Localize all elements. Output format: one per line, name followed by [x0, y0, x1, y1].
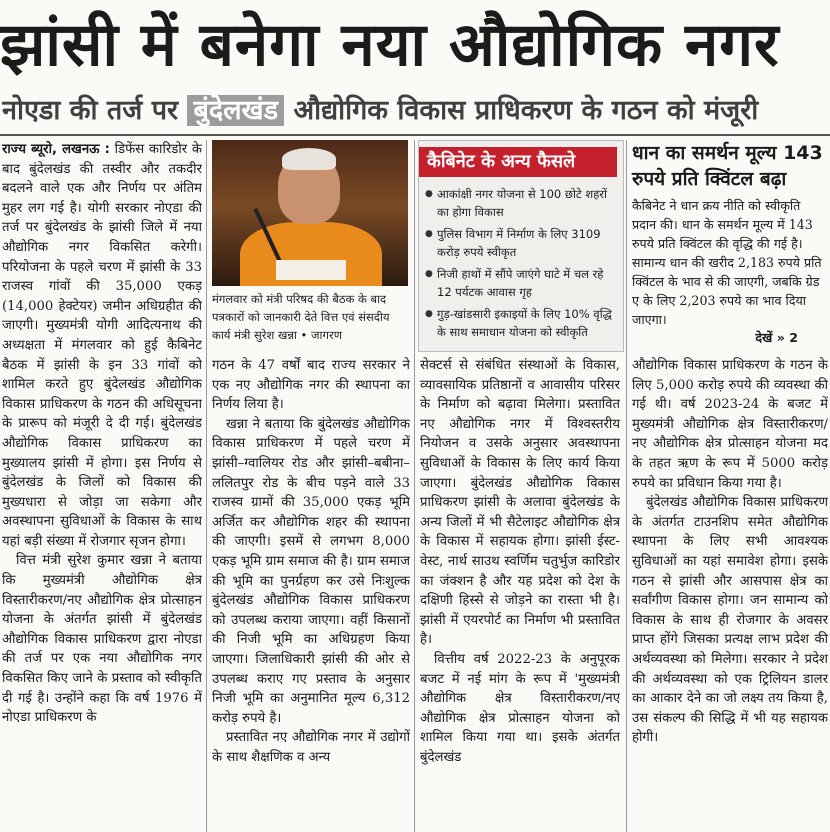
- article-text: डिफेंस कारिडोर के बाद बुंदेलखंड की तस्वीर और तकदीर बदलने वाले एक और निर्णय पर अंतिम मुहर लग गई है। योगी सरकार नोएडा की तर्ज पर बुंदेलखंड के झांसी जिले में नया औद्योगिक नगर विकसित करेगी। परियोजना के पहले चरण में झांसी के 33 राजस्व गांवों की 35,000 एकड़ (14,000 हेक्टेयर) जमीन अधिग्रहीत की जाएगी। मुख्यमंत्री योगी आदित्यनाथ की अध्यक्षता में मंगलवार को हुई कैबिनेट बैठक में झांसी के इन 33 गांवों को शामिल करते हुए बुंदेलखंड औद्योगिक विकास प्राधिकरण के गठन की अधिसूचना के प्रारूप को मंजूरी दे दी गई। बुंदेलखंड औद्योगिक विकास प्राधिकरण का मुख्यालय झांसी में होगा। इस निर्णय से बुंदेलखंड के जिलों को विकास की मुख्यधारा से जोड़ा जा सकेगा और अवस्थापना सुविधाओं के विकास के साथ यहां बड़ी संख्या में रोजगार सृजन होगा।: [2, 142, 202, 549]
- photo-paper: [276, 260, 346, 280]
- news-photo: [212, 140, 408, 286]
- headline: झांसी में बनेगा नया औद्योगिक नगर: [0, 10, 780, 80]
- article-column-4: [632, 356, 828, 832]
- continued-link[interactable]: देखें » 2: [755, 330, 798, 345]
- article-column-2: [212, 356, 410, 832]
- article-paragraph: प्रस्तावित नए औद्योगिक नगर में उद्योगों के साथ शैक्षणिक व अन्य: [212, 730, 410, 765]
- photo-caption: मंगलवार को मंत्री परिषद की बैठक के बाद पत्रकारों को जानकारी देते वित्त एवं संसदीय कार्य मंत्री सुरेश खन्ना • जागरण: [212, 292, 390, 342]
- photo-caption-text: मंगलवार को मंत्री परिषद की बैठक के बाद पत्रकारों को जानकारी देते वित्त एवं संसदीय कार्य मंत्री सुरेश खन्ना: [212, 292, 390, 342]
- dateline: राज्य ब्यूरो, लखनऊ :: [2, 142, 110, 157]
- article-paragraph: खन्ना ने बताया कि बुंदेलखंड औद्योगिक विकास प्राधिकरण में पहले चरण में झांसी–ग्वालियर रोड और झांसी–बबीना–ललितपुर रोड के बीच पड़ने वाले 33 राजस्व ग्रामों की 35,000 एकड़ भूमि अर्जित कर औद्योगिक शहर की स्थापना की जाएगी। इसमें से लगभग 8,000 एकड़ भूमि ग्राम समाज की है। ग्राम समाज की भूमि का पुनर्ग्रहण कर उसे निःशुल्क बुंदेलखंड औद्योगिक विकास प्राधिकरण को उपलब्ध कराया जाएगा। वहीं किसानों की निजी भूमि का अधिग्रहण किया जाएगा। जिलाधिकारी झांसी की ओर से उपलब्ध कराए गए प्रस्ताव के अनुसार निजी भूमि का अनुमानित मूल्य 6,312 करोड़ रुपये है।: [212, 416, 410, 726]
- cabinet-decisions-title: कैबिनेट के अन्य फैसले: [419, 147, 617, 177]
- paddy-msp-title: धान का समर्थन मूल्य 143 रुपये प्रति क्विंटल बढ़ा: [632, 142, 823, 190]
- cabinet-decisions-box: [418, 140, 624, 352]
- article-paragraph: औद्योगिक विकास प्राधिकरण के गठन के लिए 5,000 करोड़ रुपये की व्यवस्था की गई थी। वर्ष 2023-24 के बजट में मुख्यमंत्री औद्योगिक क्षेत्र विस्तारीकरण/नए औद्योगिक क्षेत्र प्रोत्साहन योजना मद के तहत ऋण के रूप में 5000 करोड़ रुपये का प्रविधान किया गया है।: [632, 358, 828, 491]
- article-column-1: [2, 140, 202, 832]
- column-divider: [626, 140, 627, 832]
- list-item: ● गुड़-खांडसारी इकाइयों के लिए 10% वृद्धि के साथ समाधान योजना को स्वीकृति: [419, 305, 617, 341]
- list-item: ● पुलिस विभाग में निर्माण के लिए 3109 करोड़ रुपये स्वीकृत: [419, 225, 617, 261]
- article-paragraph: बुंदेलखंड औद्योगिक विकास प्राधिकरण के अंतर्गत टाउनशिप समेत औद्योगिक स्थापना के लिए सभी आवश्यक सुविधाओं का यहां समावेश होगा। इसके गठन से झांसी और आसपास क्षेत्र का सर्वांगीण विकास होगा। जन सामान्य को विकास के साथ ही रोजगार के अवसर प्राप्त होंगे जिसका प्रत्यक्ष लाभ प्रदेश की अर्थव्यवस्था को मिलेगा। सरकार ने प्रदेश की अर्थव्यवस्था को एक ट्रिलियन डालर का आकार देने का जो लक्ष्य तय किया है, उस संकल्प की सिद्धि में भी यह सहायक होगी।: [632, 495, 828, 746]
- article-paragraph: वित्तीय वर्ष 2022-23 के अनुपूरक बजट में नई मांग के रूप में 'मुख्यमंत्री औद्योगिक क्षेत्र विस्तारीकरण/नए औद्योगिक क्षेत्र प्रोत्साहन योजना को शामिल किया गया था। इसके अंतर्गत बुंदेलखंड: [420, 651, 620, 765]
- article-paragraph: [2, 140, 202, 551]
- list-item: ● निजी हाथों में सौंपे जाएंगे घाटे में चल रहे 12 पर्यटक आवास गृह: [419, 265, 617, 301]
- photo-credit: जागरण: [311, 328, 343, 342]
- article-paragraph: गठन के 47 वर्षों बाद राज्य सरकार ने एक नए औद्योगिक नगर की स्थापना का निर्णय लिया है।: [212, 358, 410, 413]
- paddy-msp-story: [632, 140, 828, 346]
- subheadline-after: औद्योगिक विकास प्राधिकरण के गठन को मंजूरी: [284, 95, 759, 126]
- subheadline-highlight: बुंदेलखंड: [187, 95, 284, 126]
- column-divider: [414, 140, 415, 832]
- paddy-msp-body: कैबिनेट ने धान क्रय नीति को स्वीकृति प्रदान की। धान के समर्थन मूल्य में 143 रुपये प्रति क्विंटल की वृद्धि की गई है। सामान्य धान की खरीद 2,183 रुपये प्रति क्विंटल के भाव से की जाएगी, जबकि ग्रेड ए के लिए 2,203 रुपये का भाव दिया जाएगा।: [632, 198, 822, 327]
- article-paragraph: वित्त मंत्री सुरेश कुमार खन्ना ने बताया कि मुख्यमंत्री औद्योगिक क्षेत्र विस्तारीकरण/नए औद्योगिक क्षेत्र प्रोत्साहन योजना के अंतर्गत झांसी में बुंदेलखंड औद्योगिक विकास प्राधिकरण द्वारा नोएडा की तर्ज पर एक नया औद्योगिक नगर विकसित किए जाने के प्रस्ताव को स्वीकृति दी गई है। उन्होंने कहा कि वर्ष 1976 में नोएडा प्राधिकरण के: [2, 553, 202, 726]
- subheadline: [2, 91, 828, 131]
- subheadline-before: नोएडा की तर्ज पर: [2, 95, 188, 126]
- column-divider: [206, 140, 207, 832]
- article-paragraph: सेक्टर्स से संबंधित संस्थाओं के विकास, व्यावसायिक प्रतिष्ठानों व आवासीय परिसर के निर्माण को बढ़ावा मिलेगा। प्रस्तावित नए औद्योगिक नगर में विश्वस्तरीय नियोजन व उसके अनुसार अवस्थापना सुविधाओं के विकास के लिए कार्य किया जाएगा। बुंदेलखंड औद्योगिक विकास प्राधिकरण झांसी के अलावा बुंदेलखंड के अन्य जिलों में भी सैटेलाइट औद्योगिक क्षेत्र के विकास में सहायक होगा। झांसी ईस्ट-वेस्ट, नार्थ साउथ स्वर्णिम चतुर्भुज कारिडोर का जंक्शन है और यह प्रदेश को देश के दक्षिणी हिस्से से जोड़ने का रास्ता भी है। झांसी में एयरपोर्ट का निर्माण भी प्रस्तावित है।: [420, 358, 620, 648]
- headline-rule: [0, 134, 830, 136]
- cabinet-decisions-list: [419, 185, 623, 341]
- photo-figure-hair: [282, 148, 336, 170]
- article-column-3: [420, 356, 620, 832]
- list-item: ● आकांक्षी नगर योजना से 100 छोटे शहरों का होगा विकास: [419, 185, 617, 221]
